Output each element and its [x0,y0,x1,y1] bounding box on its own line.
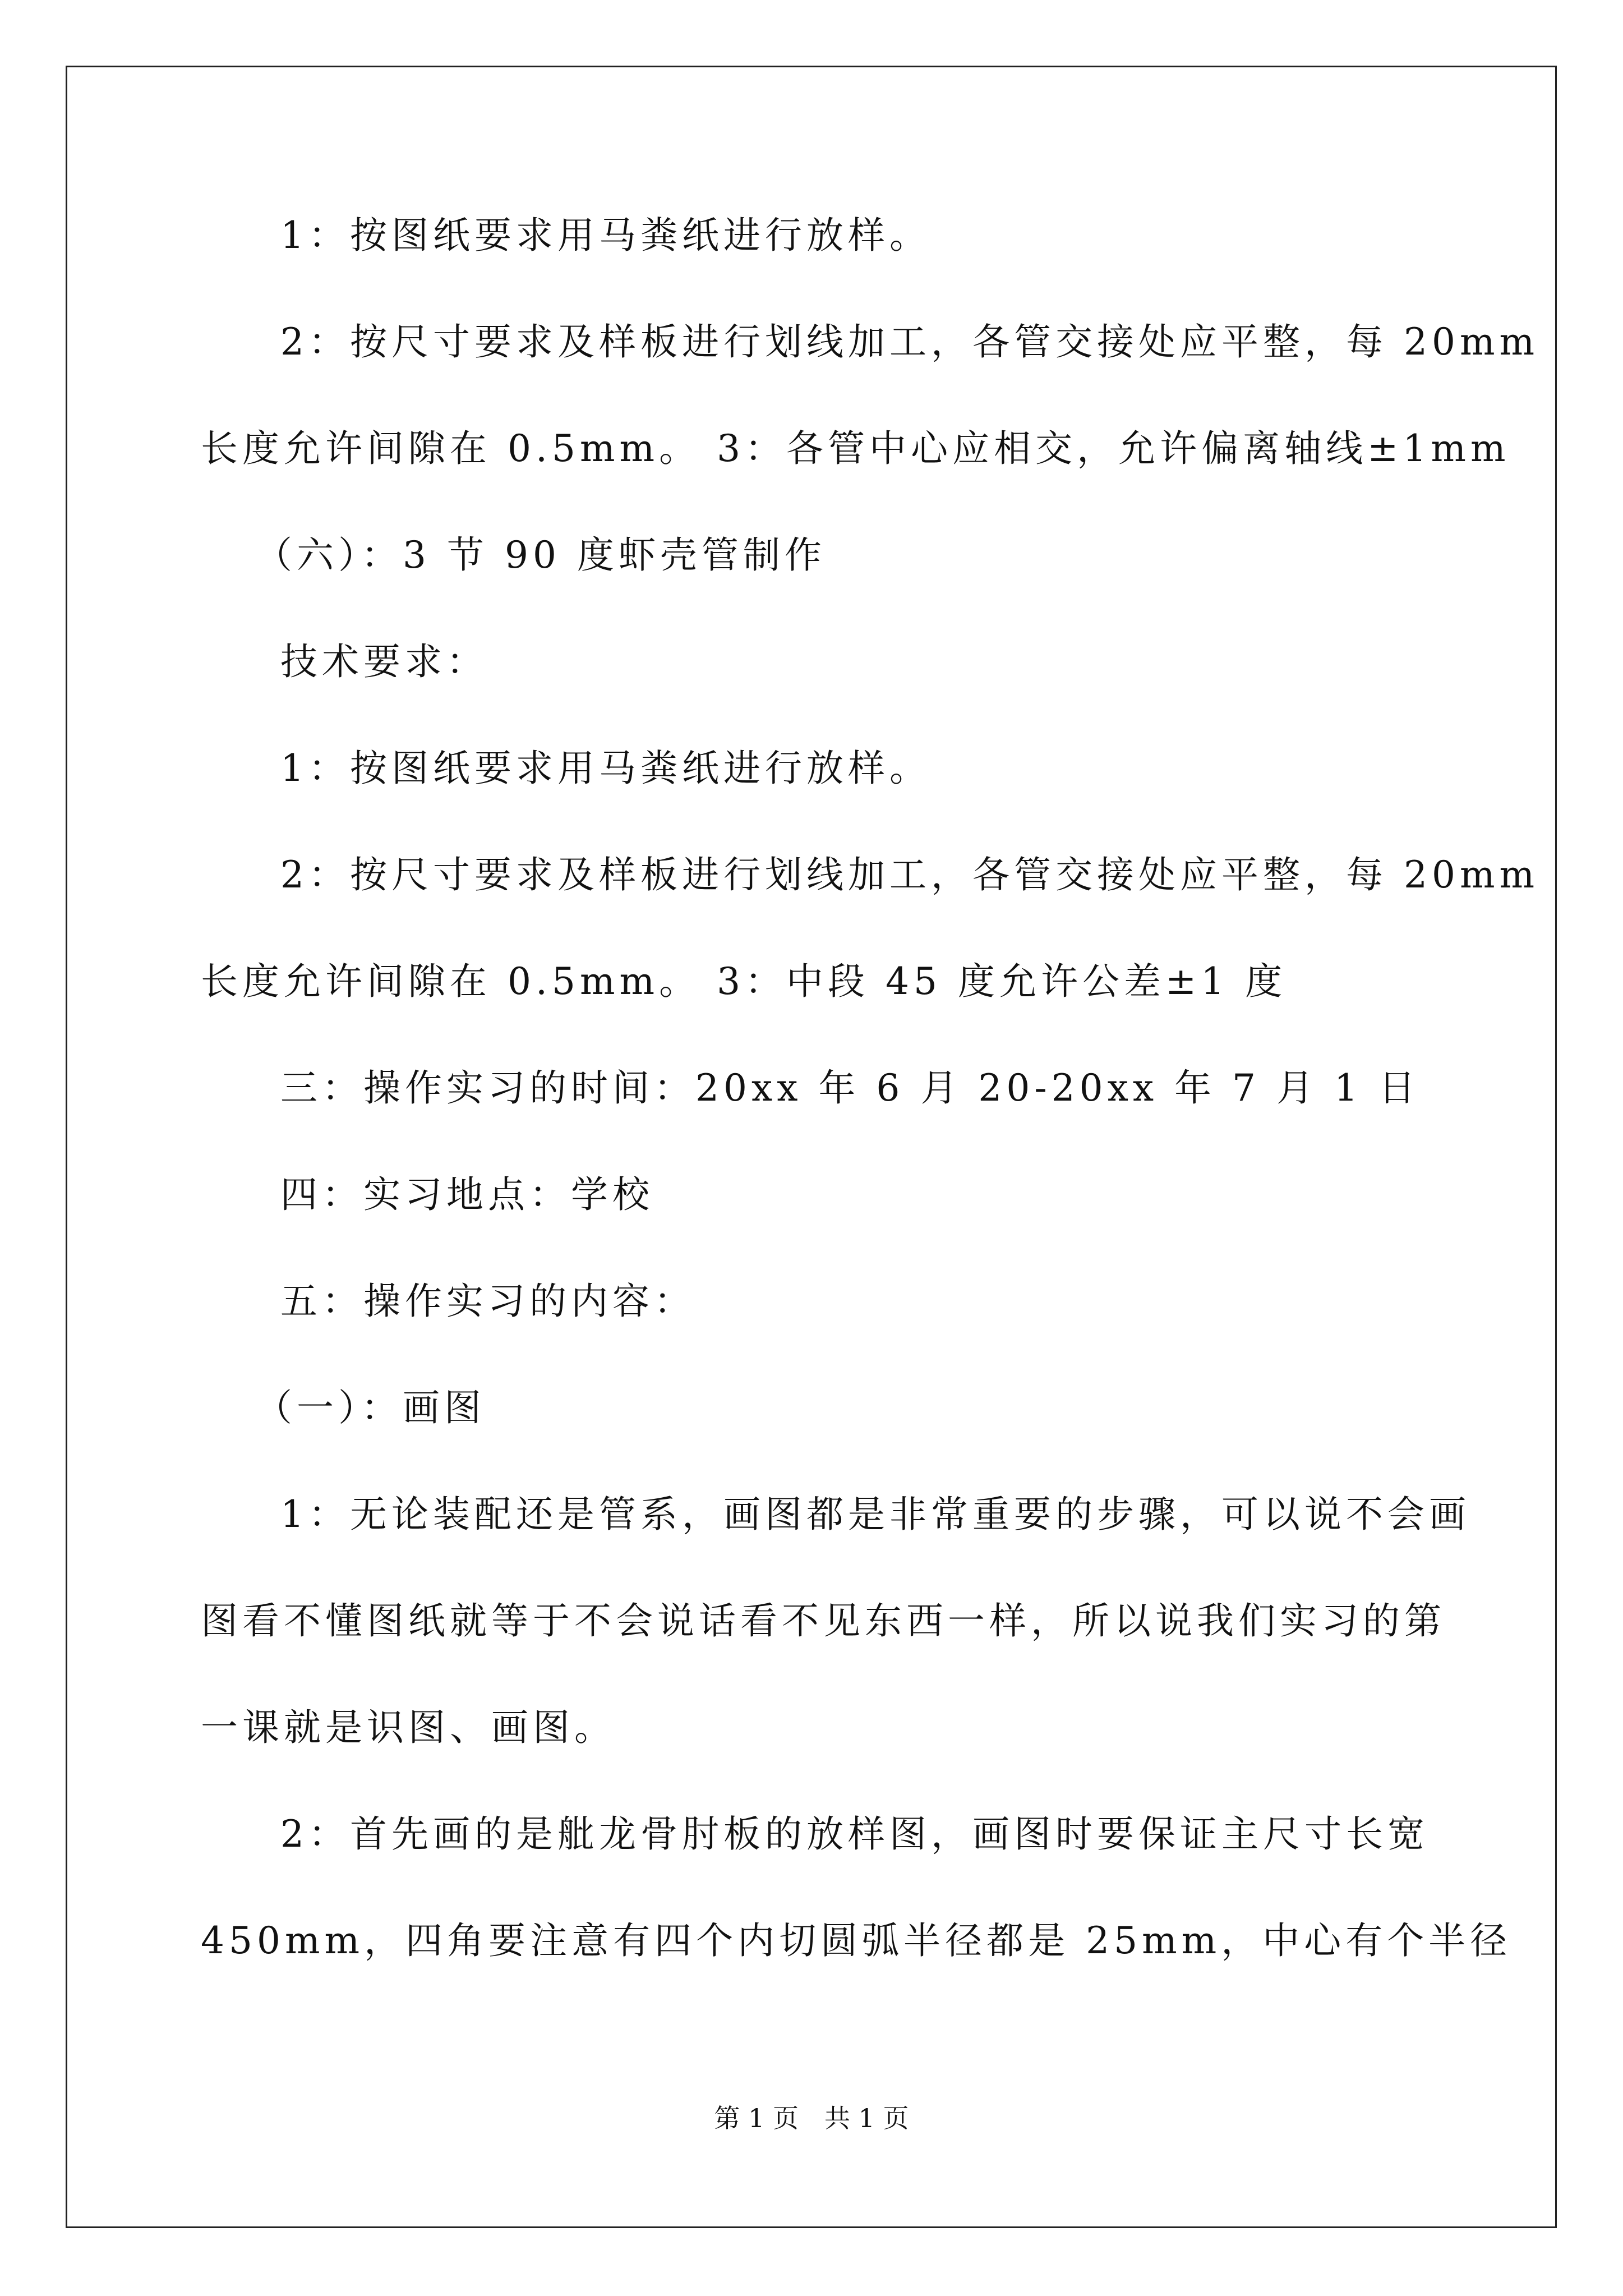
paragraph-line: 一课就是识图、画图。 [201,1706,616,1749]
section-heading: 四：实习地点：学校 [280,1173,654,1216]
page-number-footer: 第 1 页 共 1 页 [714,2103,909,2133]
paragraph-line: 2：首先画的是舭龙骨肘板的放样图，画图时要保证主尺寸长宽 [280,1812,1429,1856]
section-heading: （一）：画图 [255,1386,486,1429]
section-heading: 五：操作实习的内容： [280,1280,695,1323]
paragraph-line: 2：按尺寸要求及样板进行划线加工，各管交接处应平整，每 20mm [280,320,1539,364]
section-heading: （六）：3 节 90 度虾壳管制作 [255,533,826,577]
paragraph-line: 2：按尺寸要求及样板进行划线加工，各管交接处应平整，每 20mm [280,853,1539,896]
paragraph-line: 450mm，四角要注意有四个内切圆弧半径都是 25mm，中心有个半径 [201,1919,1512,1962]
paragraph-line: 技术要求： [280,640,488,683]
paragraph-line: 长度允许间隙在 0.5mm。 3：中段 45 度允许公差±1 度 [201,960,1287,1003]
paragraph-line: 1：按图纸要求用马粪纸进行放样。 [280,214,931,257]
paragraph-line: 长度允许间隙在 0.5mm。 3：各管中心应相交，允许偏离轴线±1mm [201,427,1510,470]
paragraph-line: 1：无论装配还是管系，画图都是非常重要的步骤，可以说不会画 [280,1493,1470,1536]
paragraph-line: 图看不懂图纸就等于不会说话看不见东西一样，所以说我们实习的第 [201,1599,1446,1642]
paragraph-line: 1：按图纸要求用马粪纸进行放样。 [280,747,931,790]
section-heading: 三：操作实习的时间：20xx 年 6 月 20-20xx 年 7 月 1 日 [280,1066,1420,1110]
